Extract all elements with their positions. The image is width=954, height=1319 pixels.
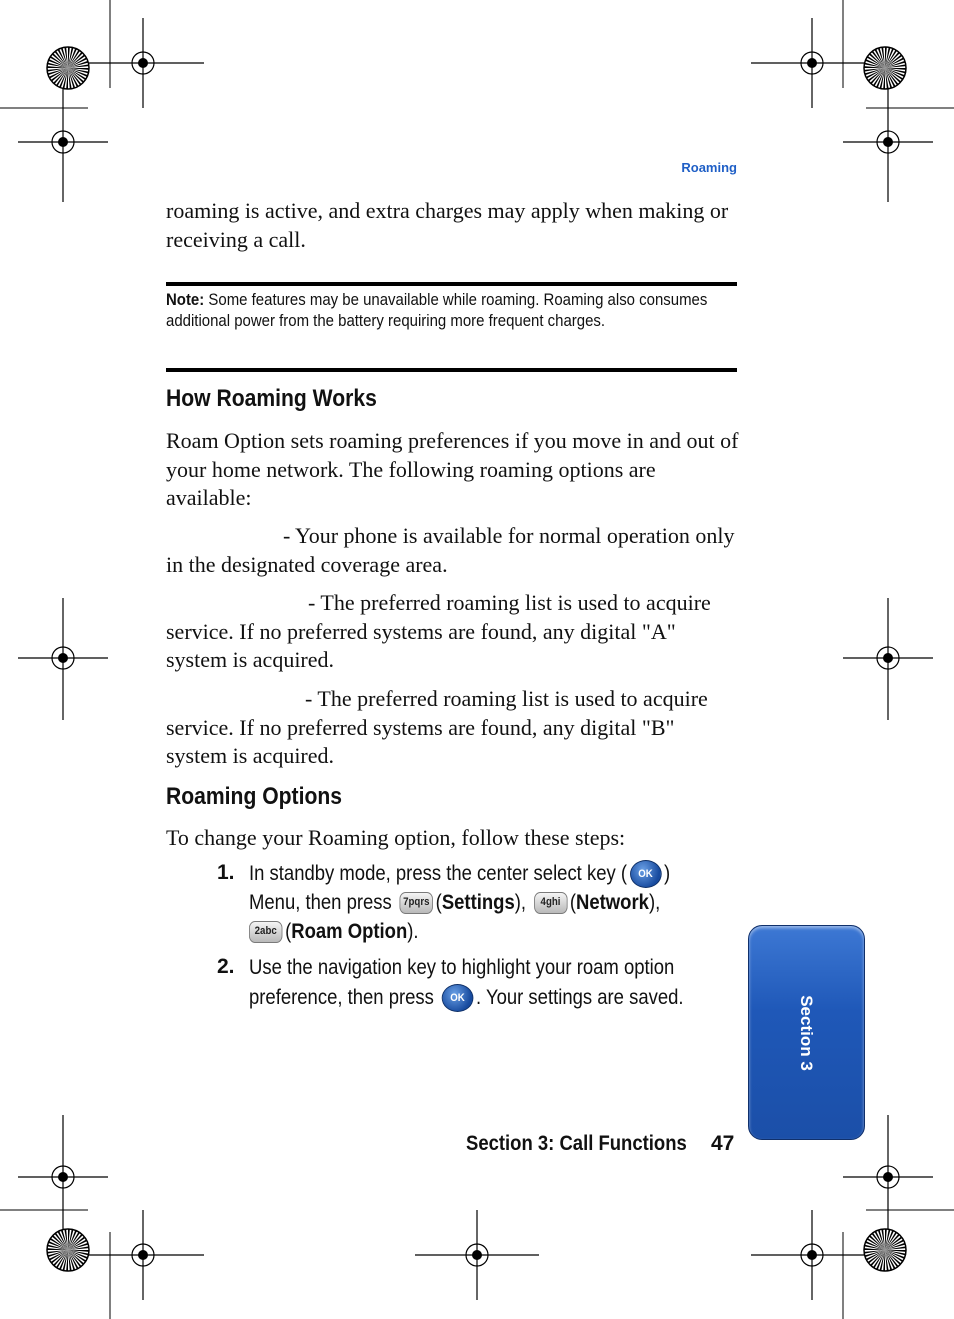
settings-menu-label: Settings — [441, 891, 515, 914]
note-label: Note: — [166, 290, 205, 309]
note-text: Some features may be unavailable while roaming. Roaming also consumes additional power from the battery requiring more frequent charges. — [166, 290, 708, 330]
step-1-text-a: In standby mode, press the center select key ( — [249, 862, 628, 885]
option-automatic-b-paragraph: - The preferred roaming list is used to acquire service. If no preferred systems are found, any digital "B" system is acquired. — [166, 686, 708, 768]
ok-key-icon: OK — [630, 860, 662, 888]
step-1-text-b: ) — [663, 862, 671, 885]
key-4-icon: 4ghi — [534, 892, 567, 914]
step-2-line-2 — [249, 984, 684, 1012]
step-2-text-a: preference, then press — [249, 986, 434, 1009]
note-block — [166, 290, 712, 331]
note-bottom-rule — [166, 368, 737, 372]
page-number: 47 — [711, 1132, 735, 1155]
intro-paragraph: roaming is active, and extra charges may apply when making or receiving a call. — [166, 198, 729, 252]
step-1-line-3: 2abc (Roam Option). — [249, 918, 419, 946]
heading-roaming-options: Roaming Options — [166, 783, 342, 810]
step-1-line-1 — [249, 860, 670, 888]
key-2-icon: 2abc — [249, 921, 282, 943]
footer-section-title: Section 3: Call Functions — [466, 1132, 687, 1155]
note-top-rule — [166, 282, 737, 286]
section-tab — [748, 925, 865, 1140]
option-automatic-a-paragraph: - The preferred roaming list is used to acquire service. If no preferred systems are found, any digital "A" system is acquired. — [166, 590, 711, 672]
option-home-only-paragraph: - Your phone is available for normal operation only in the designated coverage area. — [166, 523, 735, 577]
heading-how-roaming-works: How Roaming Works — [166, 385, 377, 412]
key-7-icon: 7pqrs — [400, 892, 433, 914]
step-1-text-c: Menu, then press — [249, 891, 392, 914]
roam-option-menu-label: Roam Option — [291, 920, 408, 943]
step-2-text-b: . Your settings are saved. — [476, 986, 684, 1009]
ok-key-icon-2: OK — [442, 984, 474, 1012]
step-2-line-1: Use the navigation key to highlight your roam option — [249, 956, 675, 979]
running-head: Roaming — [681, 160, 737, 175]
steps-intro-paragraph: To change your Roaming option, follow these steps: — [166, 825, 626, 850]
step-1-line-2: Menu, then press 7pqrs (Settings), 4ghi (Network), — [249, 891, 661, 914]
roam-option-paragraph: Roam Option sets roaming preferences if you move in and out of your home network. The following roaming options are available: — [166, 428, 739, 510]
step-1-number: 1. — [217, 861, 235, 884]
section-tab-label: Section 3 — [797, 995, 816, 1071]
network-menu-label: Network — [576, 891, 649, 914]
step-2-number: 2. — [217, 955, 235, 978]
